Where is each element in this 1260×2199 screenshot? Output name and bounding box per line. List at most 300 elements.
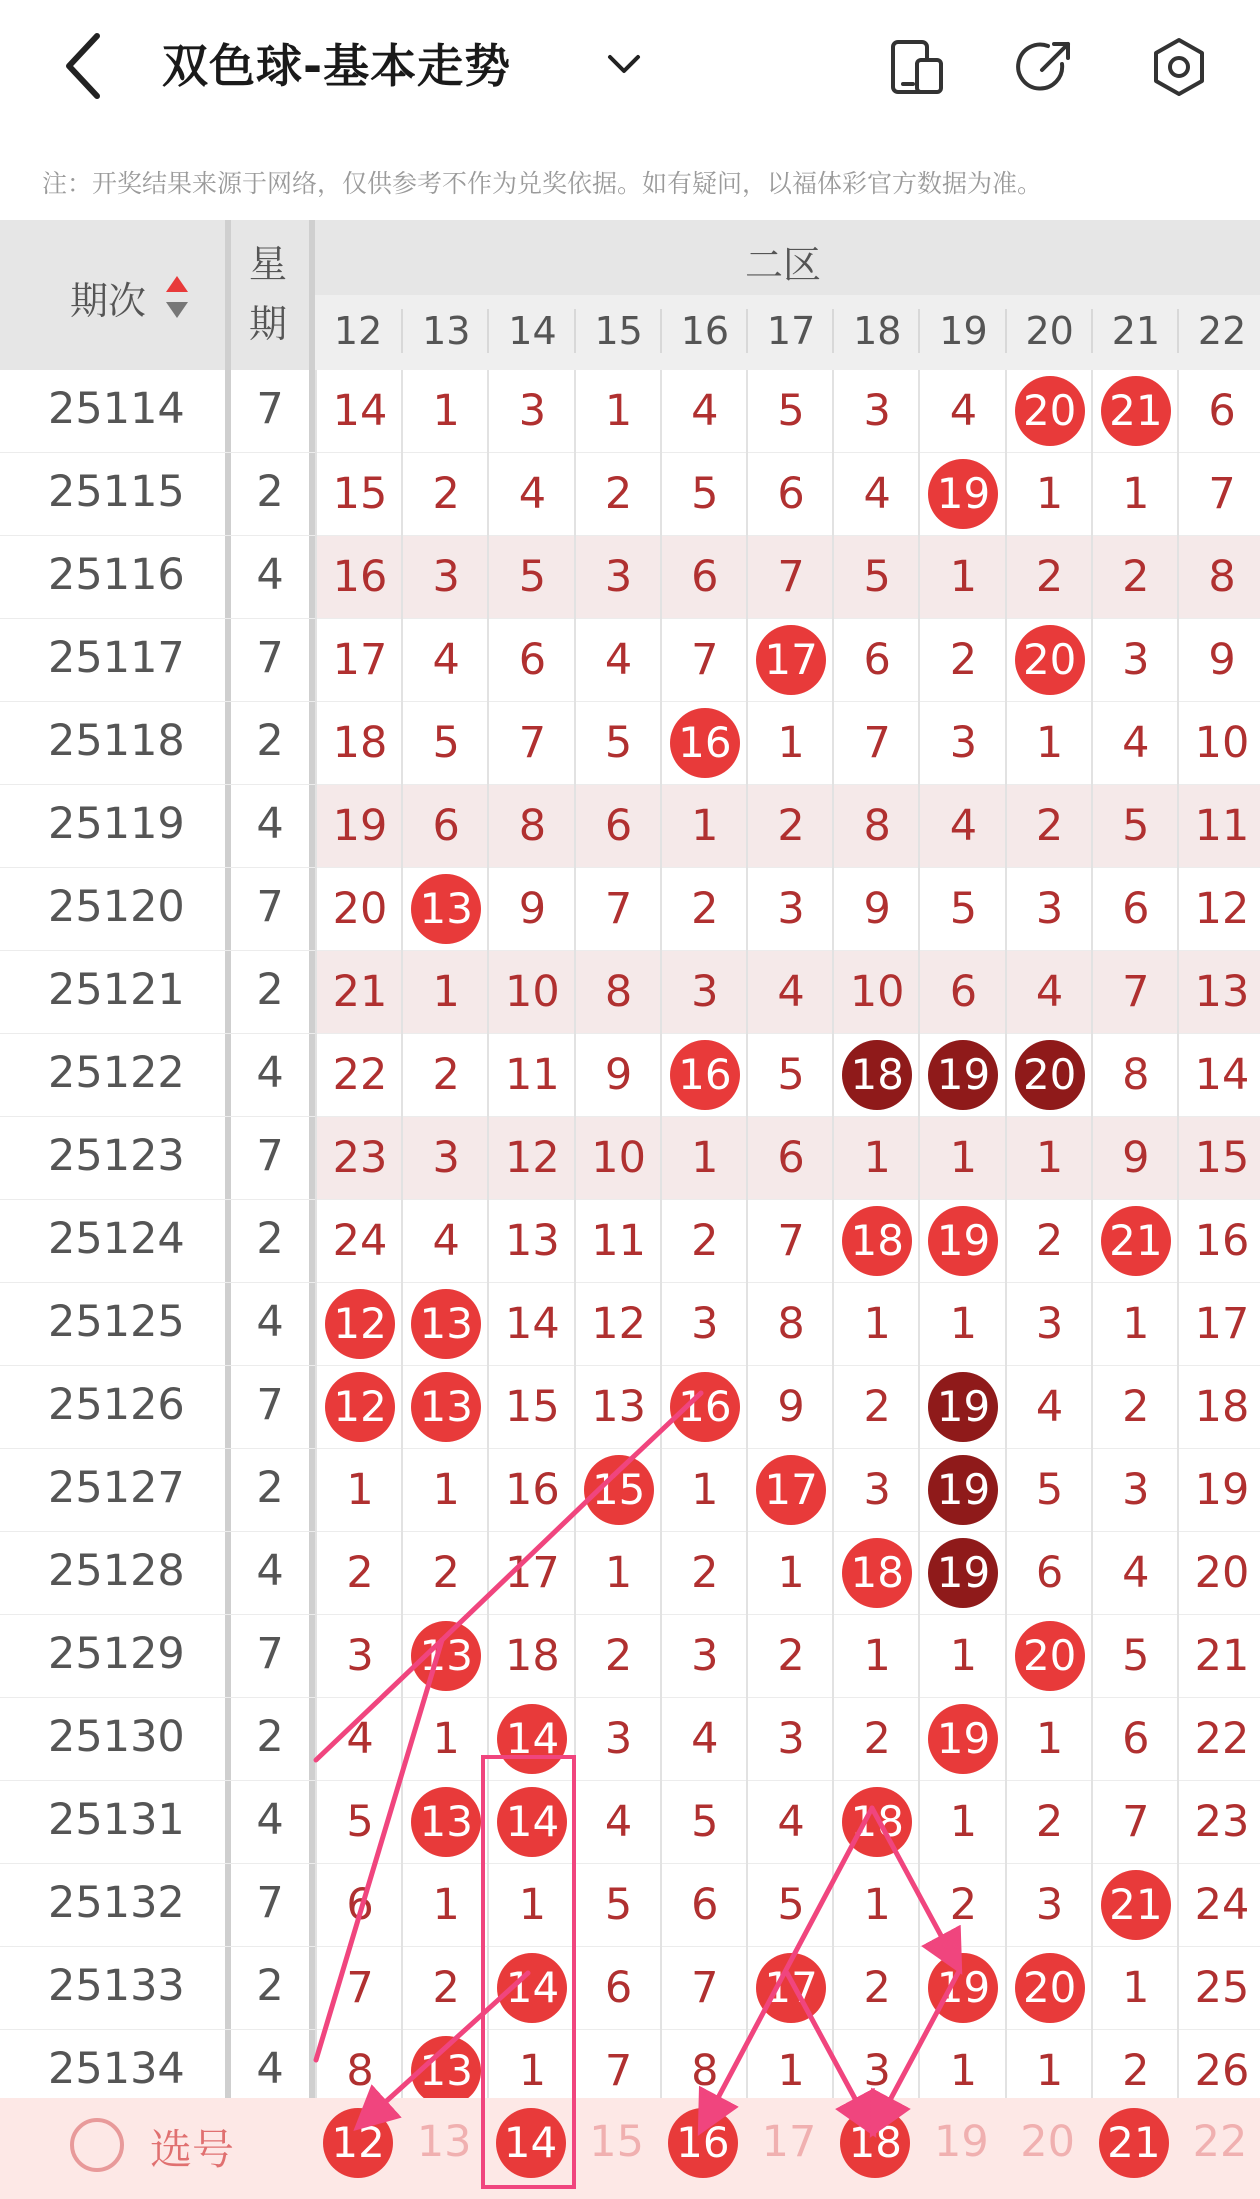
omission-count: 5 — [918, 868, 1006, 951]
winning-number-ball: 20 — [1015, 1621, 1085, 1691]
omission-count: 3 — [746, 868, 834, 951]
omission-count: 3 — [574, 536, 662, 619]
omission-count: 7 — [1091, 951, 1179, 1034]
omission-count: 3 — [1091, 1449, 1179, 1532]
hit-cell — [832, 1781, 920, 1864]
omission-count: 11 — [574, 1200, 662, 1283]
omission-count: 12 — [574, 1283, 662, 1366]
omission-count: 10 — [832, 951, 920, 1034]
issue-number: 25129 — [48, 1629, 185, 1679]
omission-count: 3 — [401, 536, 489, 619]
omission-count: 4 — [401, 1200, 489, 1283]
omission-count: 1 — [918, 1117, 1006, 1200]
table-row[interactable] — [0, 1117, 1260, 1200]
table-row[interactable] — [0, 951, 1260, 1034]
winning-number-ball: 15 — [584, 1455, 654, 1525]
table-row[interactable] — [0, 1532, 1260, 1615]
omission-count: 13 — [1177, 951, 1260, 1034]
winning-number-ball: 12 — [325, 1372, 395, 1442]
table-row[interactable] — [0, 1449, 1260, 1532]
omission-count: 8 — [574, 951, 662, 1034]
issue-header[interactable] — [0, 220, 225, 370]
omission-count: 4 — [832, 453, 920, 536]
hit-cell — [1091, 1200, 1179, 1283]
omission-count: 19 — [1177, 1449, 1260, 1532]
omission-count: 2 — [660, 1532, 748, 1615]
winning-number-ball: 19 — [928, 1455, 998, 1525]
hit-cell — [401, 1615, 489, 1698]
omission-count: 15 — [1177, 1117, 1260, 1200]
omission-count: 8 — [832, 785, 920, 868]
omission-count: 22 — [315, 1034, 403, 1117]
issue-number: 25134 — [48, 2044, 185, 2094]
omission-count: 11 — [1177, 785, 1260, 868]
omission-count: 12 — [487, 1117, 575, 1200]
omission-count: 5 — [401, 702, 489, 785]
winning-number-ball: 13 — [411, 1289, 481, 1359]
hit-cell — [487, 1698, 575, 1781]
table-row[interactable] — [0, 1781, 1260, 1864]
picker-number[interactable]: 15 — [589, 2117, 644, 2167]
table-row[interactable] — [0, 1698, 1260, 1781]
omission-count: 15 — [487, 1366, 575, 1449]
omission-count: 13 — [574, 1366, 662, 1449]
issue-number: 25115 — [48, 467, 185, 517]
winning-number-ball: 16 — [670, 708, 740, 778]
omission-count: 6 — [1091, 868, 1179, 951]
zone-header — [315, 220, 1260, 295]
table-row[interactable] — [0, 1366, 1260, 1449]
hit-cell — [660, 1034, 748, 1117]
omission-count: 4 — [574, 1781, 662, 1864]
omission-count: 1 — [487, 1864, 575, 1947]
winning-number-ball: 21 — [1101, 1206, 1171, 1276]
omission-count: 17 — [1177, 1283, 1260, 1366]
omission-count: 1 — [1005, 2030, 1093, 2113]
winning-number-ball: 19 — [928, 1372, 998, 1442]
table-row[interactable] — [0, 1615, 1260, 1698]
hit-cell — [401, 868, 489, 951]
omission-count: 1 — [401, 370, 489, 453]
omission-count: 1 — [1091, 453, 1179, 536]
omission-count: 1 — [918, 1615, 1006, 1698]
omission-count: 2 — [401, 1532, 489, 1615]
omission-count: 7 — [1177, 453, 1260, 536]
omission-count: 3 — [574, 1698, 662, 1781]
omission-count: 6 — [487, 619, 575, 702]
hit-cell — [1005, 1615, 1093, 1698]
hit-cell — [918, 453, 1006, 536]
omission-count: 10 — [1177, 702, 1260, 785]
omission-count: 6 — [315, 1864, 403, 1947]
weekday: 7 — [256, 1380, 284, 1430]
page-title[interactable]: 双色球-基本走势 — [162, 39, 512, 93]
omission-count: 9 — [487, 868, 575, 951]
omission-count: 5 — [1005, 1449, 1093, 1532]
omission-count: 5 — [660, 453, 748, 536]
winning-number-ball: 21 — [1101, 376, 1171, 446]
omission-count: 2 — [660, 1200, 748, 1283]
omission-count: 3 — [1005, 868, 1093, 951]
omission-count: 7 — [660, 619, 748, 702]
omission-count: 17 — [487, 1532, 575, 1615]
omission-count: 6 — [574, 1947, 662, 2030]
winning-number-ball: 17 — [756, 1455, 826, 1525]
omission-count: 2 — [401, 1034, 489, 1117]
omission-count: 23 — [315, 1117, 403, 1200]
winning-number-ball: 18 — [842, 1206, 912, 1276]
column-header-13: 13 — [401, 309, 489, 353]
omission-count: 6 — [918, 951, 1006, 1034]
omission-count: 1 — [832, 1117, 920, 1200]
column-header-15: 15 — [574, 309, 662, 353]
top-bar — [0, 0, 1260, 135]
winning-number-ball: 19 — [928, 1206, 998, 1276]
hit-cell — [1005, 1034, 1093, 1117]
omission-count: 5 — [574, 1864, 662, 1947]
omission-count: 1 — [401, 1698, 489, 1781]
omission-count: 8 — [660, 2030, 748, 2113]
omission-count: 2 — [1005, 536, 1093, 619]
picker-number-selected[interactable]: 18 — [840, 2108, 910, 2178]
omission-count: 8 — [487, 785, 575, 868]
omission-count: 1 — [574, 370, 662, 453]
omission-count: 4 — [918, 370, 1006, 453]
winning-number-ball: 20 — [1015, 376, 1085, 446]
winning-number-ball: 14 — [497, 1704, 567, 1774]
issue-number: 25123 — [48, 1131, 185, 1181]
omission-count: 1 — [660, 1117, 748, 1200]
table-row[interactable] — [0, 702, 1260, 785]
omission-count: 6 — [746, 1117, 834, 1200]
picker-number-selected[interactable]: 12 — [323, 2108, 393, 2178]
omission-count: 9 — [1177, 619, 1260, 702]
omission-count: 10 — [487, 951, 575, 1034]
select-radio[interactable] — [70, 2118, 124, 2172]
chevron-down-icon[interactable] — [604, 44, 644, 84]
omission-count: 1 — [1091, 1947, 1179, 2030]
weekday: 2 — [256, 467, 284, 517]
table-row[interactable] — [0, 1864, 1260, 1947]
omission-count: 2 — [574, 453, 662, 536]
hit-cell — [918, 1449, 1006, 1532]
omission-count: 2 — [918, 1864, 1006, 1947]
winning-number-ball: 21 — [1101, 1870, 1171, 1940]
omission-count: 1 — [918, 1283, 1006, 1366]
winning-number-ball: 14 — [497, 1953, 567, 2023]
picker-number[interactable]: 22 — [1192, 2117, 1248, 2167]
omission-count: 3 — [746, 1698, 834, 1781]
hit-cell — [918, 1034, 1006, 1117]
omission-count: 3 — [660, 951, 748, 1034]
omission-count: 9 — [1091, 1117, 1179, 1200]
weekday: 4 — [256, 799, 284, 849]
hit-cell — [660, 1366, 748, 1449]
omission-count: 8 — [315, 2030, 403, 2113]
omission-count: 3 — [487, 370, 575, 453]
share-icon[interactable] — [1012, 34, 1078, 100]
omission-count: 24 — [315, 1200, 403, 1283]
omission-count: 1 — [315, 1449, 403, 1532]
picker-number-selected[interactable]: 16 — [668, 2108, 738, 2178]
omission-count: 7 — [660, 1947, 748, 2030]
omission-count: 22 — [1177, 1698, 1260, 1781]
omission-count: 4 — [746, 1781, 834, 1864]
winning-number-ball: 17 — [756, 625, 826, 695]
omission-count: 3 — [918, 702, 1006, 785]
omission-count: 3 — [1091, 619, 1179, 702]
omission-count: 8 — [1091, 1034, 1179, 1117]
issue-number: 25114 — [48, 384, 185, 434]
weekday: 4 — [256, 550, 284, 600]
omission-count: 7 — [487, 702, 575, 785]
issue-number: 25127 — [48, 1463, 185, 1513]
table-row[interactable] — [0, 370, 1260, 453]
weekday: 7 — [256, 1131, 284, 1181]
weekday: 2 — [256, 716, 284, 766]
hit-cell — [315, 1366, 403, 1449]
omission-count: 1 — [918, 1781, 1006, 1864]
omission-count: 9 — [746, 1366, 834, 1449]
omission-count: 4 — [574, 619, 662, 702]
column-header-18: 18 — [832, 309, 920, 353]
hit-cell — [1091, 370, 1179, 453]
winning-number-ball: 12 — [325, 1289, 395, 1359]
picker-number[interactable]: 13 — [416, 2117, 472, 2167]
omission-count: 14 — [487, 1283, 575, 1366]
omission-count: 3 — [832, 2030, 920, 2113]
issue-number: 25131 — [48, 1795, 185, 1845]
winning-number-ball: 20 — [1015, 625, 1085, 695]
pick-label[interactable]: 选号 — [150, 2125, 235, 2174]
winning-number-ball: 13 — [411, 874, 481, 944]
winning-number-ball: 13 — [411, 1372, 481, 1442]
omission-count: 18 — [487, 1615, 575, 1698]
weekday: 7 — [256, 882, 284, 932]
disclaimer-note: 注：开奖结果来源于网络，仅供参考不作为兑奖依据。如有疑问，以福体彩官方数据为准。 — [42, 169, 1043, 198]
omission-count: 20 — [315, 868, 403, 951]
omission-count: 1 — [574, 1532, 662, 1615]
omission-count: 7 — [574, 868, 662, 951]
hit-cell — [832, 1200, 920, 1283]
weekday: 2 — [256, 1463, 284, 1513]
back-arrow-icon[interactable] — [55, 28, 115, 104]
weekday: 4 — [256, 1048, 284, 1098]
hit-cell — [918, 1366, 1006, 1449]
sort-updown-icon[interactable] — [164, 272, 190, 322]
omission-count: 1 — [918, 2030, 1006, 2113]
weekday: 2 — [256, 965, 284, 1015]
column-header-20: 20 — [1005, 309, 1093, 353]
hit-cell — [660, 702, 748, 785]
picker-number[interactable]: 19 — [934, 2117, 989, 2167]
omission-count: 2 — [660, 868, 748, 951]
omission-count: 24 — [1177, 1864, 1260, 1947]
table-row[interactable] — [0, 1283, 1260, 1366]
table-row[interactable] — [0, 536, 1260, 619]
settings-icon[interactable] — [1146, 34, 1212, 100]
omission-count: 5 — [1091, 785, 1179, 868]
omission-count: 4 — [1091, 702, 1179, 785]
hit-cell — [1005, 1947, 1093, 2030]
omission-count: 1 — [832, 1283, 920, 1366]
omission-count: 3 — [832, 1449, 920, 1532]
picker-number[interactable]: 17 — [761, 2117, 817, 2167]
omission-count: 4 — [487, 453, 575, 536]
omission-count: 6 — [660, 1864, 748, 1947]
omission-count: 25 — [1177, 1947, 1260, 2030]
winning-number-ball: 20 — [1015, 1040, 1085, 1110]
omission-count: 15 — [315, 453, 403, 536]
omission-count: 2 — [315, 1532, 403, 1615]
omission-count: 2 — [574, 1615, 662, 1698]
picker-number[interactable]: 20 — [1020, 2117, 1075, 2167]
omission-count: 9 — [574, 1034, 662, 1117]
omission-count: 8 — [1177, 536, 1260, 619]
omission-count: 26 — [1177, 2030, 1260, 2113]
winning-number-ball: 19 — [928, 1040, 998, 1110]
omission-count: 14 — [315, 370, 403, 453]
column-header-22: 22 — [1177, 309, 1260, 353]
winning-number-ball: 13 — [411, 2036, 481, 2106]
omission-count: 5 — [315, 1781, 403, 1864]
omission-count: 1 — [401, 1864, 489, 1947]
omission-count: 23 — [1177, 1781, 1260, 1864]
omission-count: 2 — [1005, 785, 1093, 868]
omission-count: 7 — [1091, 1781, 1179, 1864]
omission-count: 2 — [746, 1615, 834, 1698]
hit-cell — [832, 1034, 920, 1117]
omission-count: 1 — [1091, 1283, 1179, 1366]
table-row[interactable] — [0, 868, 1260, 951]
omission-count: 16 — [1177, 1200, 1260, 1283]
issue-number: 25116 — [48, 550, 185, 600]
omission-count: 3 — [660, 1615, 748, 1698]
hit-cell — [832, 1532, 920, 1615]
hit-cell — [918, 1947, 1006, 2030]
omission-count: 2 — [401, 453, 489, 536]
winning-number-ball: 16 — [670, 1040, 740, 1110]
table-row[interactable] — [0, 1200, 1260, 1283]
weekday: 4 — [256, 2044, 284, 2094]
omission-count: 1 — [1005, 453, 1093, 536]
omission-count: 1 — [746, 1532, 834, 1615]
hit-cell — [401, 1781, 489, 1864]
omission-count: 12 — [1177, 868, 1260, 951]
table-row[interactable] — [0, 453, 1260, 536]
omission-count: 1 — [1005, 1117, 1093, 1200]
omission-count: 6 — [832, 619, 920, 702]
omission-count: 7 — [574, 2030, 662, 2113]
omission-count: 2 — [401, 1947, 489, 2030]
week-header-label: 星期 — [249, 242, 288, 346]
hit-cell — [1005, 619, 1093, 702]
table-row[interactable] — [0, 1947, 1260, 2030]
omission-count: 13 — [487, 1200, 575, 1283]
issue-header-label: 期次 — [70, 279, 147, 323]
column-header-16: 16 — [660, 309, 748, 353]
omission-count: 4 — [1091, 1532, 1179, 1615]
winning-number-ball: 19 — [928, 459, 998, 529]
omission-count: 21 — [1177, 1615, 1260, 1698]
omission-count: 3 — [1005, 1864, 1093, 1947]
omission-count: 1 — [660, 785, 748, 868]
column-header-14: 14 — [487, 309, 575, 353]
column-header-12: 12 — [333, 309, 383, 353]
omission-count: 1 — [487, 2030, 575, 2113]
issue-number: 25132 — [48, 1878, 185, 1928]
winning-number-ball: 18 — [842, 1040, 912, 1110]
omission-count: 21 — [315, 951, 403, 1034]
omission-count: 3 — [1005, 1283, 1093, 1366]
omission-count: 5 — [746, 1864, 834, 1947]
winning-number-ball: 18 — [842, 1538, 912, 1608]
omission-count: 6 — [1091, 1698, 1179, 1781]
issue-number: 25122 — [48, 1048, 185, 1098]
omission-count: 7 — [746, 536, 834, 619]
hit-cell — [487, 1781, 575, 1864]
hit-cell — [1091, 1864, 1179, 1947]
issue-number: 25121 — [48, 965, 185, 1015]
omission-count: 1 — [746, 2030, 834, 2113]
omission-count: 20 — [1177, 1532, 1260, 1615]
omission-count: 1 — [660, 1449, 748, 1532]
issue-number: 25126 — [48, 1380, 185, 1430]
omission-count: 6 — [660, 536, 748, 619]
omission-count: 5 — [746, 1034, 834, 1117]
omission-count: 1 — [832, 1615, 920, 1698]
omission-count: 1 — [401, 1449, 489, 1532]
issue-number: 25117 — [48, 633, 185, 683]
omission-count: 4 — [1005, 1366, 1093, 1449]
omission-count: 8 — [746, 1283, 834, 1366]
table-row[interactable] — [0, 1034, 1260, 1117]
omission-count: 6 — [1005, 1532, 1093, 1615]
picker-number-selected[interactable]: 21 — [1099, 2108, 1169, 2178]
omission-count: 4 — [746, 951, 834, 1034]
hit-cell — [487, 1947, 575, 2030]
table-row[interactable] — [0, 785, 1260, 868]
omission-count: 1 — [401, 951, 489, 1034]
omission-count: 16 — [487, 1449, 575, 1532]
omission-count: 3 — [401, 1117, 489, 1200]
picker-number-selected[interactable]: 14 — [496, 2108, 566, 2178]
omission-count: 2 — [832, 1947, 920, 2030]
omission-count: 2 — [918, 619, 1006, 702]
winning-number-ball: 16 — [670, 1372, 740, 1442]
zone-header-label: 二区 — [745, 243, 822, 287]
omission-count: 17 — [315, 619, 403, 702]
omission-count: 1 — [918, 536, 1006, 619]
omission-count: 4 — [660, 1698, 748, 1781]
issue-number: 25128 — [48, 1546, 185, 1596]
column-header-row — [315, 295, 1260, 370]
omission-count: 2 — [1005, 1781, 1093, 1864]
omission-count: 6 — [401, 785, 489, 868]
hit-cell — [401, 1366, 489, 1449]
omission-count: 2 — [746, 785, 834, 868]
device-icon[interactable] — [883, 34, 949, 100]
column-header-17: 17 — [746, 309, 834, 353]
table-row[interactable] — [0, 619, 1260, 702]
hit-cell — [746, 1947, 834, 2030]
omission-count: 4 — [1005, 951, 1093, 1034]
omission-count: 6 — [746, 453, 834, 536]
issue-number: 25133 — [48, 1961, 185, 2011]
omission-count: 5 — [574, 702, 662, 785]
weekday: 4 — [256, 1546, 284, 1596]
hit-cell — [918, 1200, 1006, 1283]
